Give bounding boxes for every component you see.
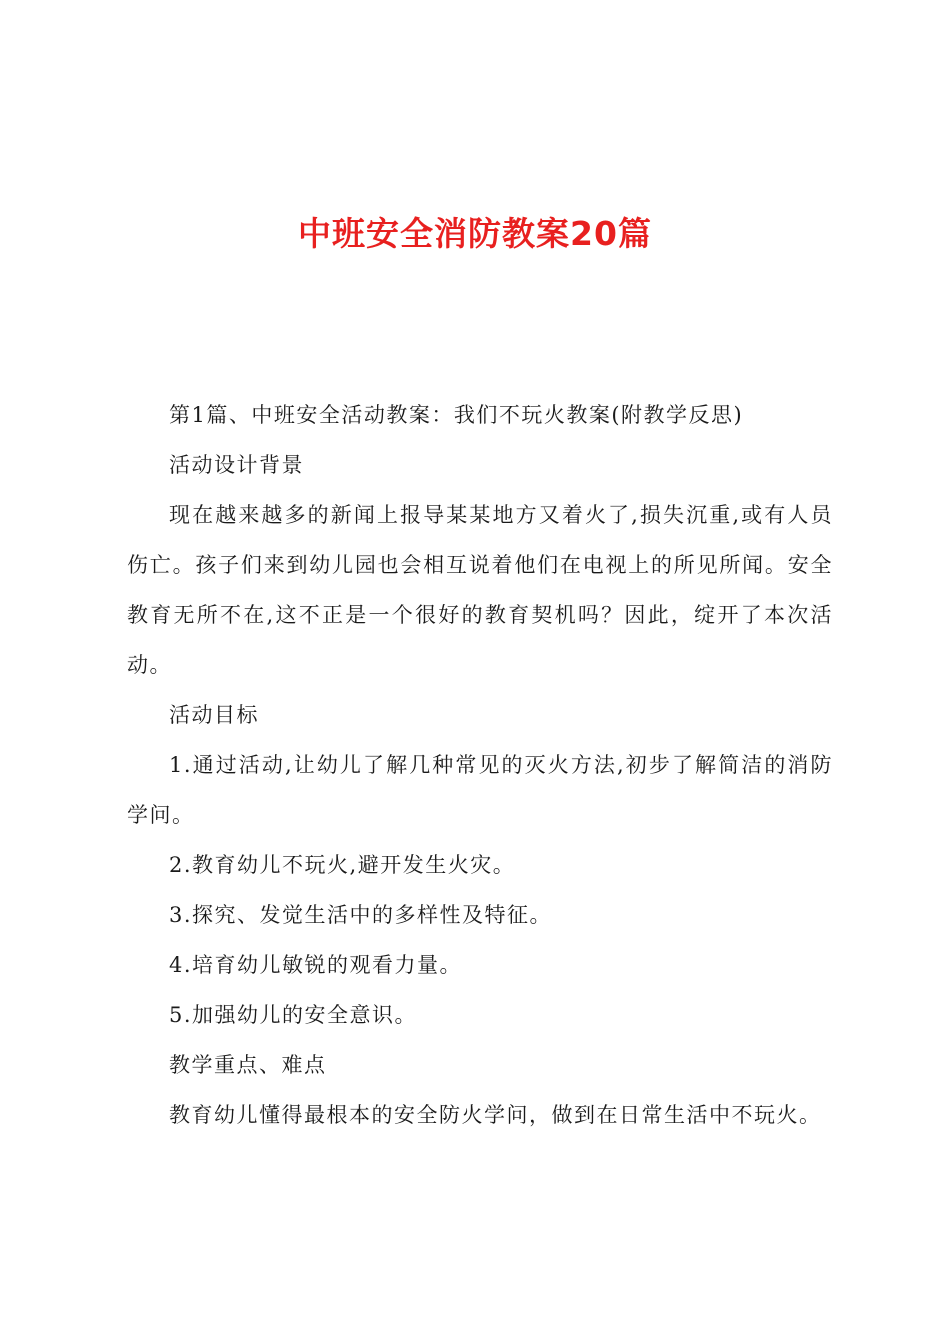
- paragraph-background: 现在越来越多的新闻上报导某某地方又着火了,损失沉重,或有人员伤亡。孩子们来到幼儿园也会相互说着他们在电视上的所见所闻。安全教育无所不在,这不正是一个很好的教育契机吗？因此，绽开了本次活动。: [127, 503, 833, 677]
- goal-item-5: 5.加强幼儿的安全意识。: [169, 1003, 418, 1027]
- document-body: [127, 390, 833, 1140]
- subheading-background: 活动设计背景: [169, 453, 304, 477]
- goal-item-3: 3.探究、发觉生活中的多样性及特征。: [169, 903, 553, 927]
- goal-item-1: 1.通过活动,让幼儿了解几种常见的灭火方法,初步了解简洁的消防学问。: [127, 753, 833, 827]
- section-heading: 第1篇、中班安全活动教案：我们不玩火教案(附教学反思): [169, 403, 744, 427]
- goal-item-4: 4.培育幼儿敏锐的观看力量。: [169, 953, 463, 977]
- goal-item-2: 2.教育幼儿不玩火,避开发生火灾。: [169, 853, 516, 877]
- subheading-key-points: 教学重点、难点: [169, 1053, 327, 1077]
- paragraph-key-points: 教育幼儿懂得最根本的安全防火学问，做到在日常生活中不玩火。: [169, 1103, 822, 1127]
- document-title: 中班安全消防教案20篇: [298, 214, 652, 253]
- subheading-goals: 活动目标: [169, 703, 259, 727]
